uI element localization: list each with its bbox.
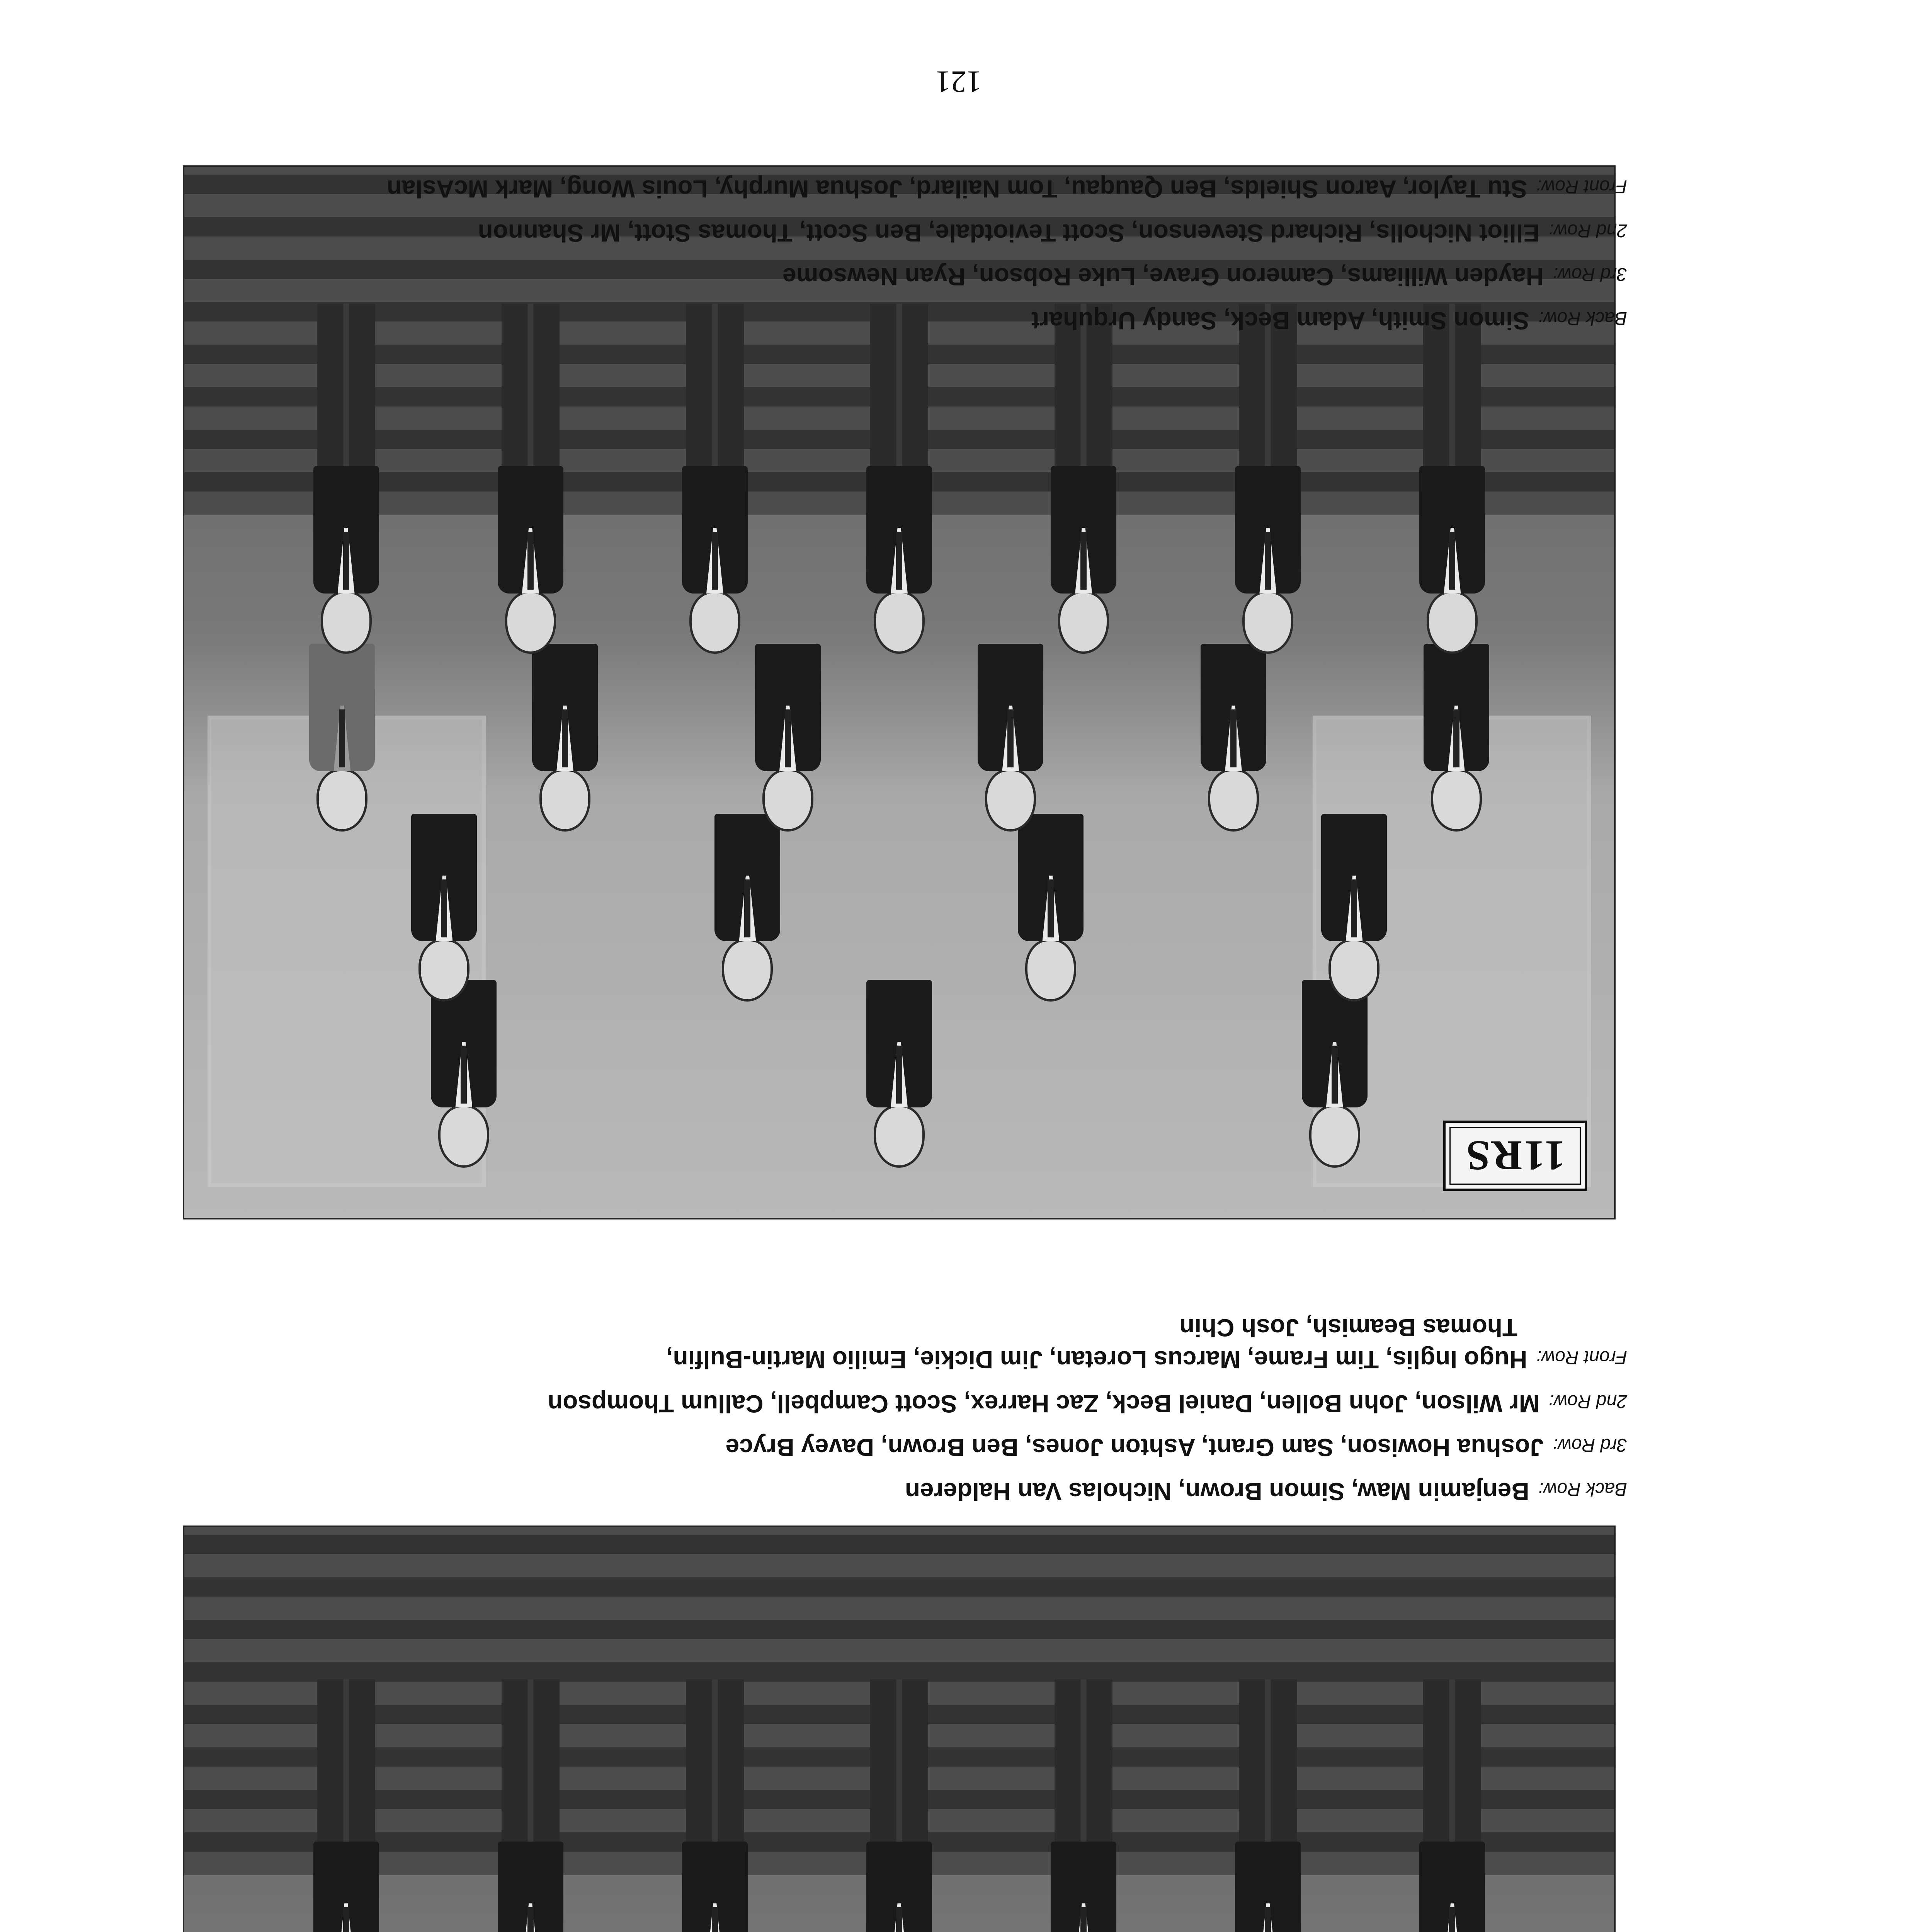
- caption-row: [159, 306, 1627, 335]
- person: [313, 1679, 379, 1932]
- row-label: Front Row:: [1536, 176, 1627, 197]
- caption-row-continuation: [159, 1313, 1627, 1342]
- person: [1419, 1679, 1485, 1932]
- row-names: Benjamin Maw, Simon Brown, Nicholas Van Halderen: [905, 1478, 1529, 1505]
- caption-row: [159, 1389, 1627, 1418]
- photo-row-front: [254, 304, 1544, 654]
- person: [715, 814, 781, 1002]
- photo-row-front: [254, 1679, 1544, 1932]
- row-label: Back Row:: [1538, 1479, 1627, 1499]
- person: [866, 980, 932, 1168]
- row-label: 3rd Row:: [1553, 1435, 1627, 1456]
- person: [682, 1679, 748, 1932]
- caption-row: [159, 1477, 1627, 1505]
- person: [1424, 644, 1489, 832]
- person: [866, 1679, 932, 1932]
- person: [1051, 1679, 1116, 1932]
- row-names: Simon Smith, Adam Beck, Sandy Urquhart: [1031, 307, 1529, 335]
- person: [755, 644, 821, 832]
- class-label-11rs: 11RS: [1443, 1121, 1587, 1191]
- person: [498, 304, 563, 654]
- caption-11mw: [159, 1298, 1627, 1505]
- person: [866, 304, 932, 654]
- row-label: 2nd Row:: [1549, 220, 1627, 241]
- photo-row-third: [293, 814, 1506, 1002]
- row-names: Hugo Inglis, Tim Frame, Marcus Loretan, Jim Dickie, Emilio Martin-Bulfin,: [666, 1346, 1527, 1374]
- person: [431, 980, 497, 1168]
- row-names: Hayden Williams, Cameron Grave, Luke Robson, Ryan Newsome: [782, 263, 1544, 291]
- teacher: [309, 644, 375, 832]
- photo-row-second: [231, 644, 1568, 832]
- person: [682, 304, 748, 654]
- row-names: Elliot Nicholls, Richard Stevenson, Scott Teviotdale, Ben Scott, Thomas Stott, Mr Shannon: [478, 219, 1540, 247]
- person: [313, 304, 379, 654]
- class-photo-11mw: [183, 1526, 1616, 1932]
- person: [412, 814, 477, 1002]
- row-names: Mr Wilson, John Bollen, Daniel Beck, Zac Harrex, Scott Campbell, Callum Thompson: [548, 1389, 1540, 1418]
- person: [498, 1679, 563, 1932]
- row-label: Front Row:: [1536, 1347, 1627, 1368]
- row-label: 3rd Row:: [1553, 264, 1627, 285]
- person: [1235, 1679, 1301, 1932]
- photo-row-back: [246, 980, 1552, 1168]
- caption-row: [159, 175, 1627, 203]
- person: [1302, 980, 1368, 1168]
- caption-row: [159, 1433, 1627, 1462]
- person: [1419, 304, 1485, 654]
- person: [1051, 304, 1116, 654]
- person: [1018, 814, 1084, 1002]
- person: [1201, 644, 1266, 832]
- page-number: 121: [935, 65, 982, 99]
- row-names: Stu Taylor, Aaron Shields, Ben Qauqau, Tom Nailard, Joshua Murphy, Louis Wong, Mark McAslan: [386, 175, 1527, 203]
- person: [1235, 304, 1301, 654]
- person: [978, 644, 1043, 832]
- row-label: 2nd Row:: [1549, 1391, 1627, 1412]
- caption-row: [159, 218, 1627, 247]
- row-names: Joshua Howison, Sam Grant, Ashton Jones, Ben Brown, Davey Bryce: [725, 1434, 1544, 1462]
- caption-row: [159, 1345, 1627, 1374]
- caption-row: [159, 262, 1627, 291]
- person: [1322, 814, 1387, 1002]
- row-label: Back Row:: [1538, 308, 1627, 328]
- caption-11rs: [159, 159, 1627, 335]
- person: [532, 644, 598, 832]
- row-names: Thomas Beamish, Josh Chin: [1179, 1313, 1517, 1342]
